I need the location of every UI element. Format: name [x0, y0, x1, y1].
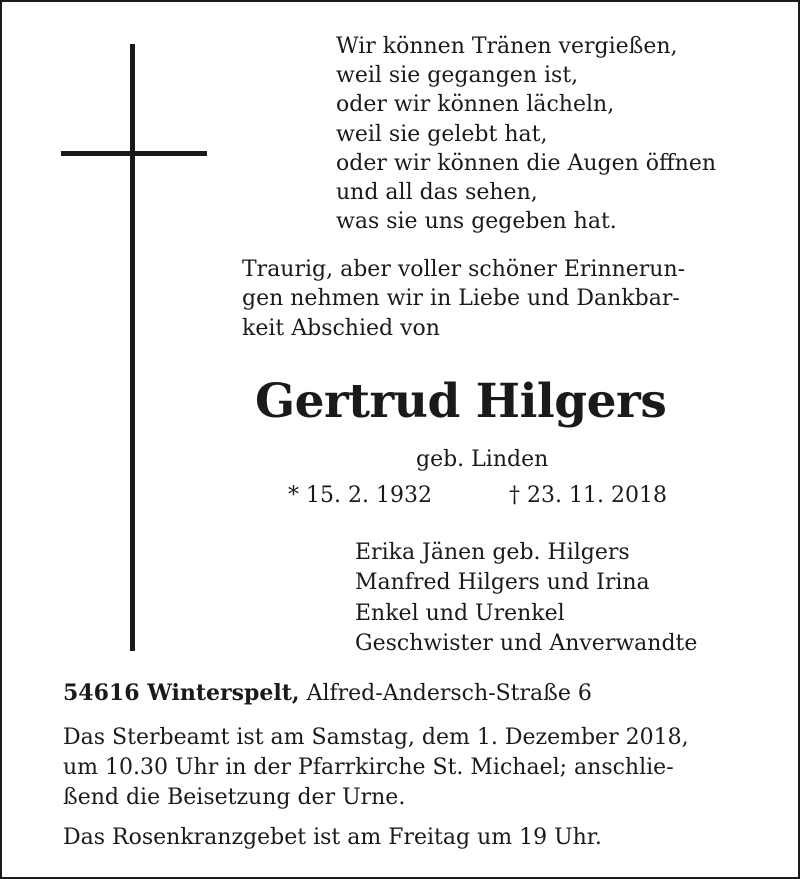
- intro-text: Traurig, aber voller schöner Erinnerun- gen nehmen wir in Liebe und Dankbar- keit Abschied von: [242, 257, 686, 341]
- deceased-name: Gertrud Hilgers: [255, 374, 667, 429]
- death-date: † 23. 11. 2018: [509, 483, 667, 508]
- cross-icon-vertical-bar: [130, 44, 135, 651]
- mourner-item: Enkel und Urenkel: [355, 600, 565, 626]
- funeral-service-notice: Das Sterbeamt ist am Samstag, dem 1. Dezember 2018, um 10.30 Uhr in der Pfarrkirche St. Michael; anschlie- ßend die Beisetzung der Urne.: [63, 725, 689, 810]
- maiden-name: geb. Linden: [416, 447, 549, 472]
- mourner-item: Manfred Hilgers und Irina: [355, 570, 650, 596]
- rosary-notice: Das Rosenkranzgebet ist am Freitag um 19 Uhr.: [63, 825, 602, 850]
- address-street: Alfred-Andersch-Straße 6: [306, 681, 592, 706]
- address-city: 54616 Winterspelt,: [63, 680, 300, 706]
- memorial-poem: Wir können Tränen vergießen, weil sie gegangen ist, oder wir können lächeln, weil sie gelebt hat, oder wir können die Augen öffnen und all das sehen, was sie uns gegeben hat.: [336, 34, 717, 235]
- mourner-item: Erika Jänen geb. Hilgers: [355, 540, 630, 565]
- cross-icon-horizontal-bar: [61, 151, 207, 156]
- birth-date: * 15. 2. 1932: [288, 483, 432, 508]
- mourners-list: [355, 538, 697, 660]
- address-line: [63, 677, 592, 710]
- mourner-item: Geschwister und Anverwandte: [355, 631, 698, 657]
